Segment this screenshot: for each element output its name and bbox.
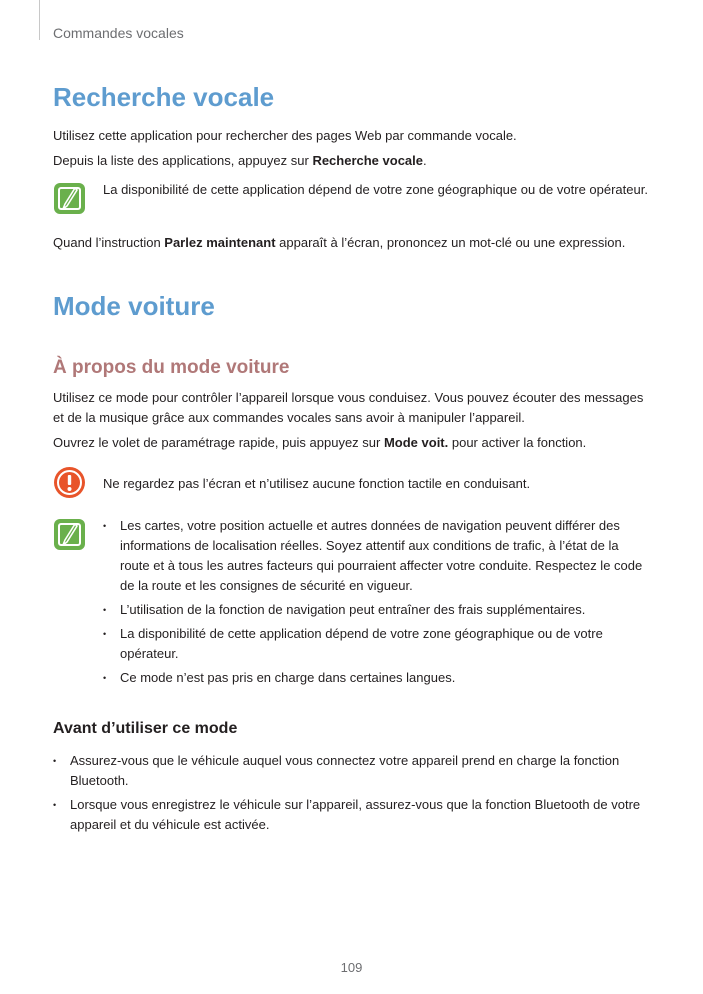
ui-term: Parlez maintenant — [164, 235, 276, 250]
note-text: La disponibilité de cette application dépend de votre zone géographique ou de votre opérateur. — [103, 182, 648, 197]
list-item: • La disponibilité de cette application dépend de votre zone géographique ou de votre opérateur. — [103, 624, 648, 664]
ui-term: Mode voit. — [383, 435, 449, 450]
section-title-mode-voiture: Mode voiture — [53, 291, 215, 321]
list-item: • Ce mode n’est pas pris en charge dans certaines langues. — [103, 668, 648, 688]
list-item: • Lorsque vous enregistrez le véhicule sur l’appareil, assurez-vous que la fonction Bluetooth de votre appareil et du véhicule est activée. — [53, 795, 653, 835]
list-item: • L’utilisation de la fonction de navigation peut entraîner des frais supplémentaires. — [103, 600, 648, 620]
list-item: • Les cartes, votre position actuelle et autres données de navigation peuvent différer des informations de localisation réelles. Soyez attentif aux conditions de trafic, à l’état de la route et à tous les autres facteurs qui pourraient affecter votre conduite. Respectez le code de la route et les consignes de sécurité en vigueur. — [103, 516, 648, 596]
subsection-title: Avant d’utiliser ce mode — [53, 720, 238, 737]
subsection-title: À propos du mode voiture — [53, 357, 290, 378]
list-item: • Assurez-vous que le véhicule auquel vous connectez votre appareil prend en charge la fonction Bluetooth. — [53, 751, 653, 791]
paragraph: Ouvrez le volet de paramétrage rapide, puis appuyez sur Mode voit. pour activer la fonction. — [53, 435, 587, 450]
warning-icon — [53, 466, 86, 499]
running-header: Commandes vocales — [53, 25, 184, 41]
page-number: 109 — [340, 960, 363, 975]
warning-text: Ne regardez pas l’écran et n’utilisez aucune fonction tactile en conduisant. — [103, 476, 531, 491]
paragraph: Utilisez cette application pour rechercher des pages Web par commande vocale. — [53, 128, 517, 143]
paragraph: Utilisez ce mode pour contrôler l’appareil lorsque vous conduisez. Vous pouvez écouter des messages et de la musique grâce aux commandes vocales sans avoir à manipuler l’appareil. — [53, 390, 644, 425]
paragraph: Depuis la liste des applications, appuyez sur Recherche vocale. — [53, 153, 427, 168]
corner-mark — [39, 0, 40, 40]
bullet-list — [53, 751, 653, 839]
paragraph: Quand l’instruction Parlez maintenant apparaît à l’écran, prononcez un mot-clé ou une expression. — [53, 235, 626, 250]
note-list — [103, 516, 648, 692]
note-icon — [53, 518, 86, 551]
ui-term: Recherche vocale — [312, 153, 424, 168]
note-icon — [53, 182, 86, 215]
section-title-recherche-vocale: Recherche vocale — [53, 82, 275, 112]
